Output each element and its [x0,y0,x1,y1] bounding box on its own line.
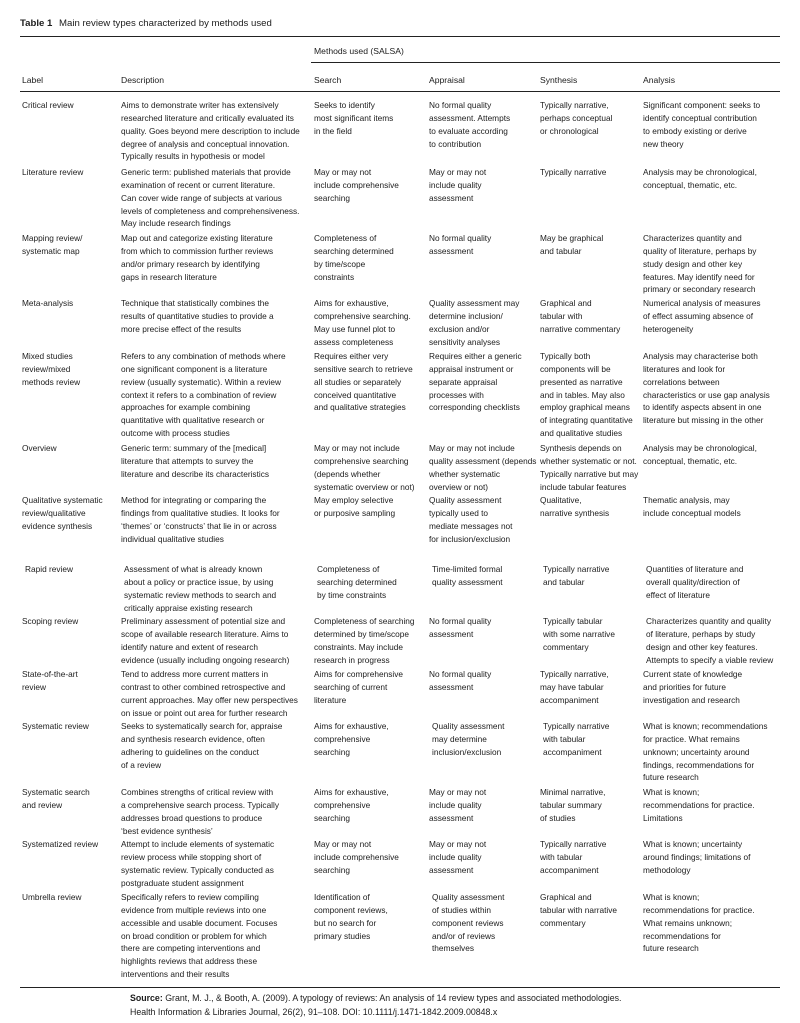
header-description: Description [121,75,164,85]
source-citation [130,992,621,1019]
header-synthesis: Synthesis [540,75,578,85]
cell-synthesis: Graphical and tabular with narrative commentary [540,892,618,928]
cell-search: May or may not include comprehensive searching [314,167,399,203]
cell-search: Completeness of searching determined by time/scope constraints. May include research in progress [314,616,415,665]
cell-synthesis: Typically narrative, perhaps conceptual or chronological [540,100,613,136]
cell-label: Critical review [22,100,74,110]
cell-analysis: What is known; recommendations for practice. Limitations [643,787,755,823]
cell-appraisal: No formal quality assessment [429,669,492,692]
cell-analysis: What is known; uncertainty around findings; limitations of methodology [643,839,751,875]
cell-synthesis: Typically tabular with some narrative commentary [543,616,615,652]
cell-description: Method for integrating or comparing the findings from qualitative studies. It looks for ‘themes’ or ‘constructs’ that lie in or across individual qualitative studies [121,495,280,544]
header-analysis: Analysis [643,75,675,85]
cell-search: Aims for comprehensive searching of current literature [314,669,403,705]
cell-label: Mapping review/ systematic map [22,233,83,256]
group-header-rule [311,62,780,63]
cell-synthesis: Typically narrative and tabular [543,564,610,587]
cell-appraisal: No formal quality assessment [429,233,492,256]
cell-analysis: What is known; recommendations for practice. What remains unknown; recommendations for future research [643,892,755,954]
cell-label: Umbrella review [22,892,82,902]
table-caption [20,18,272,29]
header-appraisal: Appraisal [429,75,465,85]
cell-label: Systematic search and review [22,787,90,810]
cell-appraisal: No formal quality assessment [429,616,492,639]
cell-appraisal: No formal quality assessment. Attempts to evaluate according to contribution [429,100,511,149]
header-label: Label [22,75,44,85]
cell-search: Identification of component reviews, but no search for primary studies [314,892,388,941]
source-line-2: Health Information & Libraries Journal, 26(2), 91–108. DOI: 10.1111/j.1471-1842.2009.00848.x [130,1006,498,1017]
cell-appraisal: May or may not include quality assessment (depends whether systematic overview or not) [429,443,537,492]
cell-label: Qualitative systematic review/qualitative evidence synthesis [22,495,103,531]
source-label: Source: [130,993,163,1003]
cell-synthesis: Typically narrative, may have tabular accompaniment [540,669,609,705]
cell-synthesis: Typically narrative with tabular accompaniment [540,839,607,875]
cell-analysis: Analysis may characterise both literatures and look for correlations between characteristics or use gap analysis to identify aspects absent in one literature but missing in the other [643,351,770,426]
cell-analysis: Significant component: seeks to identify conceptual contribution to embody existing or derive new theory [643,100,761,149]
cell-description: Preliminary assessment of potential size and scope of available research literature. Aims to identify nature and extent of research evidence (usually including ongoing research) [121,616,290,665]
cell-description: Assessment of what is already known about a policy or practice issue, by using systematic review methods to search and critically appraise existing research [124,564,277,613]
cell-synthesis: Typically narrative [540,167,607,177]
cell-appraisal: Quality assessment may determine inclusion/ exclusion and/or sensitivity analyses [429,298,520,347]
cell-description: Seeks to systematically search for, appraise and synthesis research evidence, often adhering to guidelines on the conduct of a review [121,721,283,770]
cell-synthesis: Minimal narrative, tabular summary of studies [540,787,606,823]
cell-analysis: Characterizes quantity and quality of literature, perhaps by study design and other key features. May identify need for primary or secondary research [643,233,757,295]
cell-appraisal: Quality assessment may determine inclusion/exclusion [432,721,505,757]
cell-analysis: Characterizes quantity and quality of literature, perhaps by study design and other key features. Attempts to specify a viable review [646,616,774,665]
header-rule [20,91,780,92]
cell-analysis: Current state of knowledge and priorities for future investigation and research [643,669,743,705]
cell-description: Generic term: summary of the [medical] literature that attempts to survey the literature and describe its characteristics [121,443,270,479]
cell-label: Systematic review [22,721,89,731]
cell-analysis: Numerical analysis of measures of effect assuming absence of heterogeneity [643,298,761,334]
cell-search: Aims for exhaustive, comprehensive searching [314,721,389,757]
cell-appraisal: May or may not include quality assessment [429,787,487,823]
cell-appraisal: May or may not include quality assessment [429,167,487,203]
cell-appraisal: Time-limited formal quality assessment [432,564,503,587]
header-search: Search [314,75,342,85]
cell-search: Seeks to identify most significant items in the field [314,100,394,136]
cell-label: Mixed studies review/mixed methods review [22,351,81,387]
cell-appraisal: Quality assessment of studies within component reviews and/or of reviews themselves [432,892,505,954]
cell-search: May or may not include comprehensive searching [314,839,399,875]
cell-analysis: Analysis may be chronological, conceptual, thematic, etc. [643,167,757,190]
cell-analysis: Analysis may be chronological, conceptual, thematic, etc. [643,443,757,466]
top-rule [20,36,780,37]
cell-synthesis: Graphical and tabular with narrative commentary [540,298,621,334]
cell-search: Completeness of searching determined by time/scope constraints [314,233,394,282]
cell-synthesis: Typically narrative with tabular accompaniment [543,721,610,757]
cell-label: Overview [22,443,57,453]
table-title: Main review types characterized by methods used [59,18,272,29]
source-line-1: Grant, M. J., & Booth, A. (2009). A typology of reviews: An analysis of 14 review types and associated methodologies. [165,993,622,1003]
cell-search: Aims for exhaustive, comprehensive searching. May use funnel plot to assess completeness [314,298,411,347]
cell-search: Completeness of searching determined by time constraints [317,564,397,600]
cell-search: May or may not include comprehensive searching (depends whether systematic overview or not) [314,443,415,492]
cell-label: Scoping review [22,616,79,626]
cell-label: State-of-the-art review [22,669,78,692]
cell-analysis: Quantities of literature and overall quality/direction of effect of literature [646,564,744,600]
cell-description: Map out and categorize existing literature from which to commission further reviews and/or primary research by identifying gaps in research literature [121,233,274,282]
cell-synthesis: Typically both components will be presented as narrative and in tables. May also employ graphical means of integrating quantitative and qualitative studies [540,351,633,439]
cell-description: Specifically refers to review compiling evidence from multiple reviews into one accessible and usable document. Focuses on broad condition or problem for which there are competing interventions and highlights reviews that address these interventions and their results [121,892,278,980]
cell-appraisal: Quality assessment typically used to mediate messages not for inclusion/exclusion [429,495,513,544]
cell-description: Attempt to include elements of systematic review process while stopping short of systematic review. Typically conducted as postgraduate student assignment [121,839,275,888]
cell-description: Aims to demonstrate writer has extensively researched literature and critically evaluated its quality. Goes beyond mere description to include degree of analysis and conceptual innovation. Typically results in hypothesis or model [121,100,300,162]
cell-appraisal: May or may not include quality assessment [429,839,487,875]
cell-description: Refers to any combination of methods where one significant component is a literature review (usually systematic). Within a review context it refers to a combination of review approaches for example combining quantitative with qualitative research or outcome with process studies [121,351,286,439]
cell-analysis: Thematic analysis, may include conceptual models [643,495,741,518]
table-number: Table 1 [20,18,53,29]
cell-synthesis: May be graphical and tabular [540,233,604,256]
cell-search: Aims for exhaustive, comprehensive searching [314,787,389,823]
bottom-rule [20,987,780,988]
cell-appraisal: Requires either a generic appraisal instrument or separate appraisal processes with corresponding checklists [429,351,522,413]
cell-synthesis: Qualitative, narrative synthesis [540,495,610,518]
cell-label: Meta-analysis [22,298,74,308]
cell-label: Systematized review [22,839,99,849]
cell-search: Requires either very sensitive search to retrieve all studies or separately conceived quantitative and qualitative strategies [314,351,413,413]
cell-description: Combines strengths of critical review with a comprehensive search process. Typically addresses broad questions to produce ‘best evidence synthesis’ [121,787,280,836]
cell-search: May employ selective or purposive sampling [314,495,396,518]
cell-analysis: What is known; recommendations for practice. What remains unknown; uncertainty around findings, recommendations for future research [643,721,768,783]
cell-synthesis: Synthesis depends on whether systematic or not. Typically narrative but may include tabular features [540,443,639,492]
cell-description: Technique that statistically combines the results of quantitative studies to provide a more precise effect of the results [121,298,274,334]
cell-label: Rapid review [25,564,73,574]
cell-label: Literature review [22,167,84,177]
methods-group-header: Methods used (SALSA) [314,46,404,56]
cell-description: Generic term: published materials that provide examination of recent or current literature. Can cover wide range of subjects at various levels of completeness and comprehensiveness. May include research findings [121,167,300,229]
cell-description: Tend to address more current matters in contrast to other combined retrospective and current approaches. May offer new perspectives on issue or point out area for further research [121,669,298,718]
